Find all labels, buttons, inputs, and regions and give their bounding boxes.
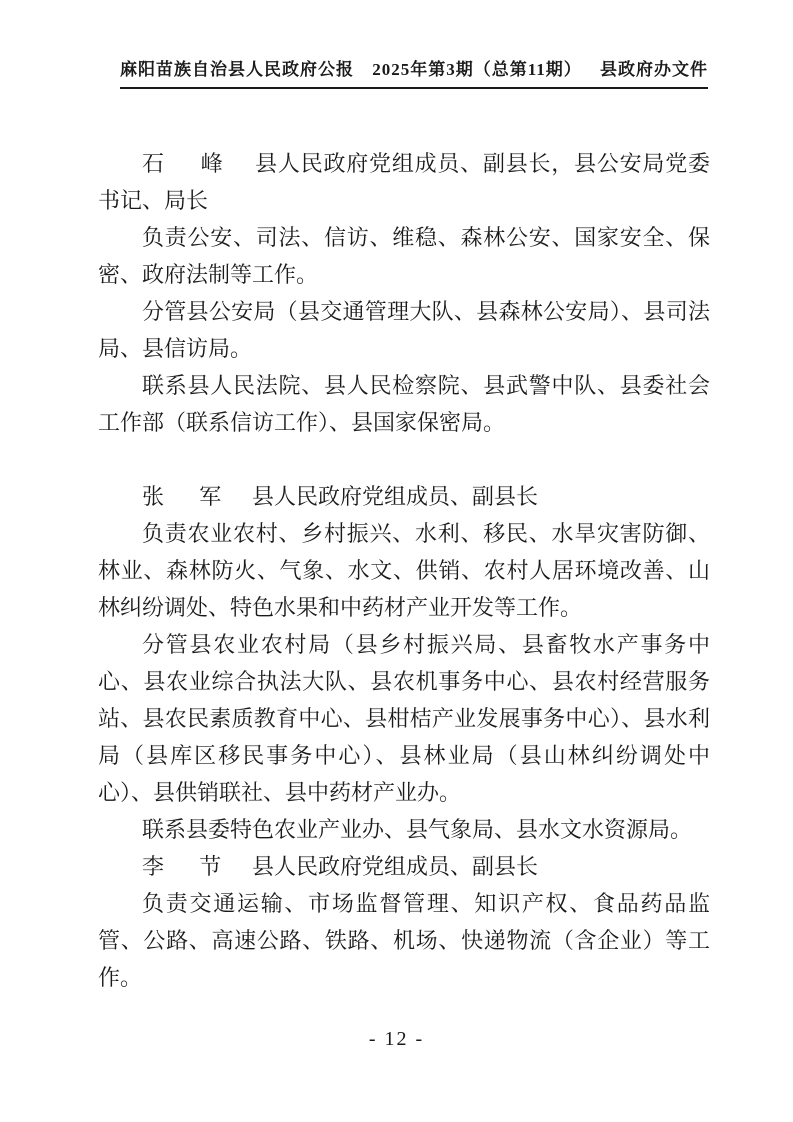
header-issue-info: 2025年第3期（总第11期） [372,60,582,79]
duties-paragraph: 负责交通运输、市场监督管理、知识产权、食品药品监管、公路、高速公路、铁路、机场、快递物流（含企业）等工作。 [98,891,710,990]
duties-paragraph: 负责农业农村、乡村振兴、水利、移民、水旱灾害防御、林业、森林防火、气象、水文、供销、农村人居环境改善、山林纠纷调处、特色水果和中药材产业开发等工作。 [98,521,710,620]
liaison-paragraph: 联系县人民法院、县人民检察院、县武警中队、县委社会工作部（联系信访工作）、县国家保密局。 [98,373,710,435]
official-name-line [98,145,710,219]
official-title: 县人民政府党组成员、副县长 [252,854,539,879]
official-title: 县人民政府党组成员、副县长，县公安局党委书记、局长 [98,151,710,213]
header-document-category: 县政府办文件 [600,60,708,79]
official-section-lijie [98,848,710,996]
oversees-paragraph: 分管县农业农村局（县乡村振兴局、县畜牧水产事务中心、县农业综合执法大队、县农机事务中心、县农村经营服务站、县农民素质教育中心、县柑桔产业发展事务中心）、县水利局（县库区移民事务中心）、县林业局（县山林纠纷调处中心）、县供销联社、县中药材产业办。 [98,632,710,805]
official-name: 李 节 [142,854,228,879]
page-header [120,55,708,89]
header-publication-title: 麻阳苗族自治县人民政府公报 [120,60,354,79]
document-body [98,145,710,996]
official-name-line [98,478,710,515]
official-name-line [98,848,710,885]
official-title: 县人民政府党组成员、副县长 [252,484,539,509]
oversees-paragraph: 分管县公安局（县交通管理大队、县森林公安局）、县司法局、县信访局。 [98,299,710,361]
official-name: 张 军 [142,484,228,509]
liaison-paragraph: 联系县委特色农业产业办、县气象局、县水文水资源局。 [142,817,693,842]
official-name: 石 峰 [142,151,231,176]
duties-paragraph: 负责公安、司法、信访、维稳、森林公安、国家安全、保密、政府法制等工作。 [98,225,710,287]
official-section-shifeng [98,145,710,441]
official-section-zhangjun [98,478,710,848]
page-footer [0,1028,793,1051]
page-number: - 12 - [368,1028,425,1050]
